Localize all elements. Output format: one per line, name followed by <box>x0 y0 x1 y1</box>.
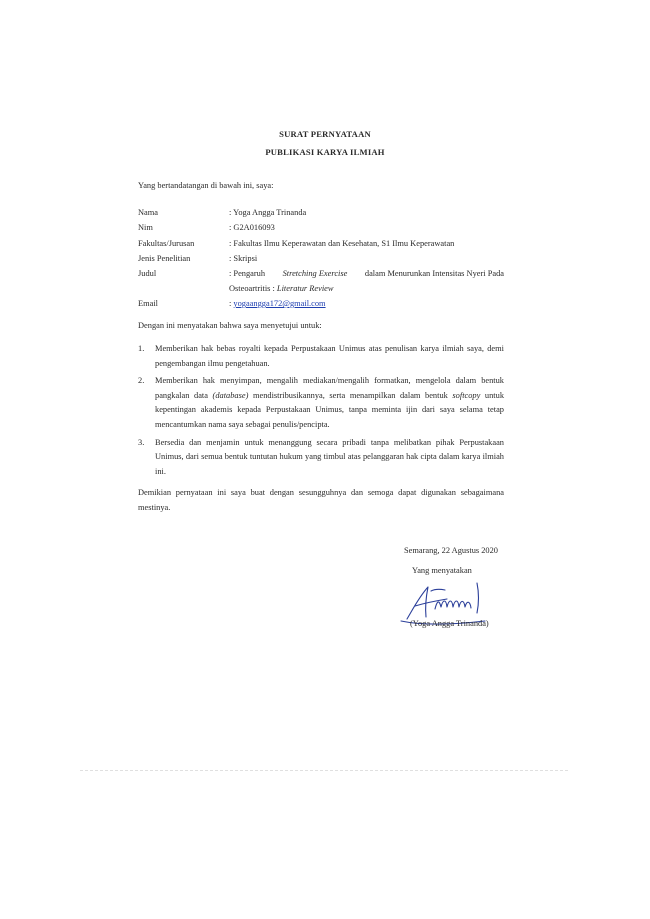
agreement-intro: Dengan ini menyatakan bahwa saya menyetujui untuk: <box>138 321 322 330</box>
signer-name: (Yoga Angga Trinanda) <box>410 619 489 628</box>
item-number: 1. <box>138 344 145 353</box>
judul-value-line2 <box>229 284 333 293</box>
fakultas-value: : Fakultas Ilmu Keperawatan dan Kesehatan, S1 Ilmu Keperawatan <box>229 239 455 248</box>
jenis-value: : Skripsi <box>229 254 258 263</box>
declarer-label: Yang menyatakan <box>412 566 472 575</box>
page-divider <box>80 770 568 771</box>
fakultas-label: Fakultas/Jurusan <box>138 239 195 248</box>
judul-suffix: dalam Menurunkan Intensitas Nyeri Pada <box>362 269 504 278</box>
judul-prefix: : Pengaruh <box>229 269 268 278</box>
document-title: SURAT PERNYATAAN <box>279 129 371 139</box>
closing-text: Demikian pernyataan ini saya buat dengan sesungguhnya dan semoga dapat digunakan sebagaimana mestinya. <box>138 488 504 512</box>
judul-line2-italic: Literatur Review <box>276 284 334 293</box>
nim-value: : G2A016093 <box>229 223 275 232</box>
nama-value: : Yoga Angga Trinanda <box>229 208 307 217</box>
email-colon: : <box>229 299 234 308</box>
email-value <box>229 299 326 308</box>
judul-label: Judul <box>138 269 157 278</box>
intro-text: Yang bertandatangan di bawah ini, saya: <box>138 181 274 190</box>
item-text-part1: Memberikan hak menyimpan, mengalih mediakan/mengalih formatkan, mengelola dalam bentuk pangkalan data <box>155 376 504 400</box>
jenis-label: Jenis Penelitian <box>138 254 191 263</box>
item-text: Bersedia dan menjamin untuk menanggung secara pribadi tanpa melibatkan pihak Perpustakaan Unimus, dari semua bentuk tuntutan hukum yang timbul atas pelanggaran hak cipta dalam karya ilmiah ini. <box>155 437 504 476</box>
agreement-list <box>138 342 504 482</box>
item-text-part2: mendistribusikannya, serta menampilkan dalam bentuk <box>248 390 453 400</box>
email-label: Email <box>138 299 159 308</box>
item-italic-softcopy: softcopy <box>452 390 481 400</box>
email-link[interactable]: yogaangga172@gmail.com <box>233 299 326 308</box>
judul-italic: Stretching Exercise <box>282 269 348 278</box>
nama-label: Nama <box>138 208 158 217</box>
item-text-part3: untuk kepentingan akademis kepada Perpustakaan Unimus, tanpa meminta ijin dari saya selama tetap mencantumkan nama saya sebagai penulis/pencipta. <box>155 390 505 429</box>
item-number: 3. <box>138 437 145 447</box>
judul-line2-prefix: Osteoartritis : <box>229 284 277 293</box>
list-item <box>138 436 504 480</box>
item-text: Memberikan hak bebas royalti kepada Perpustakaan Unimus atas penulisan karya ilmiah saya, demi pengembangan ilmu pengetahuan. <box>155 344 504 368</box>
place-date: Semarang, 22 Agustus 2020 <box>404 546 498 555</box>
item-number: 2. <box>138 376 145 386</box>
nim-label: Nim <box>138 223 153 232</box>
list-item <box>138 374 504 432</box>
list-item <box>138 342 504 371</box>
item-italic-database: (database) <box>212 390 249 400</box>
judul-value-line1 <box>229 269 504 278</box>
document-subtitle: PUBLIKASI KARYA ILMIAH <box>265 147 385 157</box>
